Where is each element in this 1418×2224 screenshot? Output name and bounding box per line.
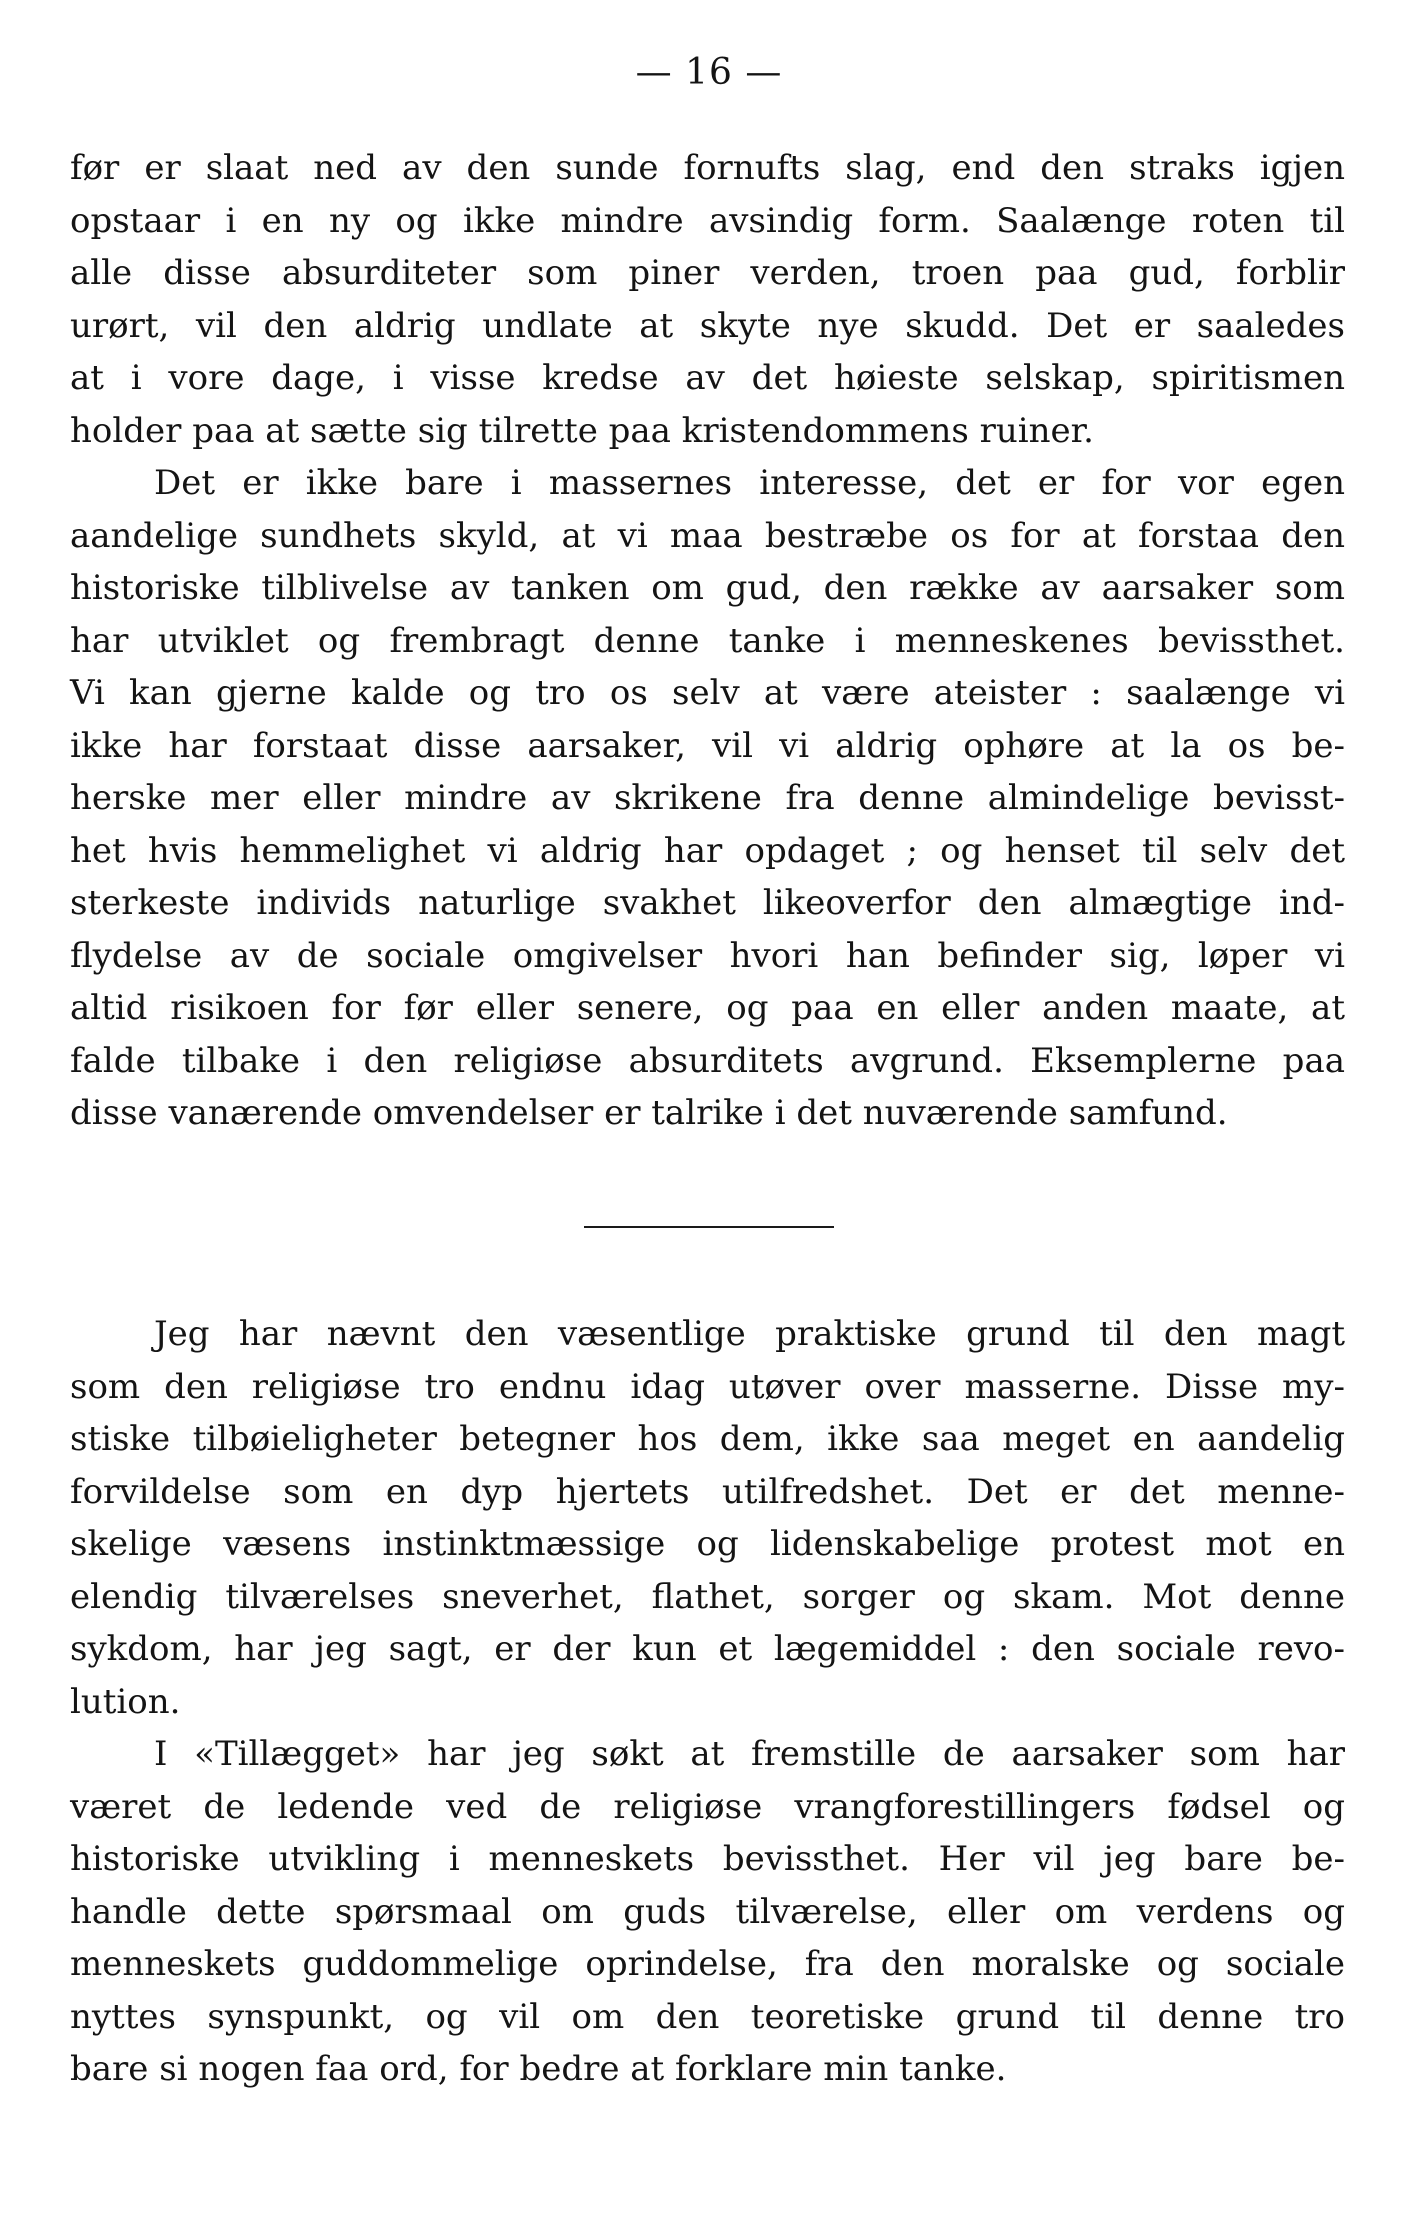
- text-line: altid risikoen for før eller senere, og paa en eller anden maate, at: [70, 988, 1345, 1028]
- text-line: har utviklet og frembragt denne tanke i menneskenes bevissthet.: [70, 620, 1345, 661]
- text-line: som den religiøse tro endnu idag utøver over masserne. Disse my-: [70, 1366, 1345, 1407]
- page-number: — 16 —: [635, 52, 783, 93]
- paragraph: [70, 1728, 1345, 2096]
- text-line: historiske utvikling i menneskets bevissthet. Her vil jeg bare be-: [70, 1839, 1345, 1879]
- text-line: aandelige sundhets skyld, at vi maa bestræbe os for at forstaa den: [70, 515, 1345, 556]
- text-line: ikke har forstaat disse aarsaker, vil vi aldrig ophøre at la os be-: [70, 725, 1345, 766]
- text-line: Det er ikke bare i massernes interesse, det er for vor egen: [154, 463, 1345, 503]
- text-line: disse vanærende omvendelser er talrike i det nuværende samfund.: [70, 1093, 1228, 1133]
- text-line: flydelse av de sociale omgivelser hvori han befinder sig, løper vi: [70, 935, 1345, 976]
- text-line: herske mer eller mindre av skrikene fra denne almindelige bevisst-: [70, 778, 1345, 818]
- text-line: menneskets guddommelige oprindelse, fra den moralske og sociale: [70, 1944, 1345, 1984]
- text-line: været de ledende ved de religiøse vrangforestillingers fødsel og: [70, 1786, 1345, 1827]
- text-line: het hvis hemmelighet vi aldrig har opdaget ; og henset til selv det: [70, 830, 1345, 871]
- text-line: at i vore dage, i visse kredse av det høieste selskap, spiritismen: [70, 358, 1345, 398]
- text-line: sterkeste individs naturlige svakhet likeoverfor den almægtige ind-: [70, 883, 1345, 923]
- text-line: historiske tilblivelse av tanken om gud, den række av aarsaker som: [70, 568, 1345, 608]
- text-line: elendig tilværelses sneverhet, flathet, sorger og skam. Mot denne: [70, 1576, 1345, 1617]
- text-line: falde tilbake i den religiøse absurditets avgrund. Eksemplerne paa: [70, 1040, 1345, 1081]
- text-section-2: [70, 1308, 1345, 2096]
- text-line: Vi kan gjerne kalde og tro os selv at være ateister : saalænge vi: [70, 673, 1345, 713]
- text-line: bare si nogen faa ord, for bedre at forklare min tanke.: [70, 2049, 1007, 2089]
- text-line: urørt, vil den aldrig undlate at skyte nye skudd. Det er saaledes: [70, 305, 1345, 346]
- text-line: holder paa at sætte sig tilrette paa kristendommens ruiner.: [70, 410, 1094, 451]
- text-line: sykdom, har jeg sagt, er der kun et lægemiddel : den sociale revo-: [70, 1629, 1345, 1669]
- text-line: handle dette spørsmaal om guds tilværelse, eller om verdens og: [70, 1891, 1345, 1932]
- text-line: før er slaat ned av den sunde fornufts slag, end den straks igjen: [70, 148, 1345, 188]
- text-section-1: [70, 142, 1345, 1140]
- paragraph: [70, 1308, 1345, 1728]
- text-line: forvildelse som en dyp hjertets utilfredshet. Det er det menne-: [70, 1471, 1345, 1512]
- text-line: I «Tillægget» har jeg søkt at fremstille de aarsaker som har: [154, 1734, 1345, 1774]
- text-line: skelige væsens instinktmæssige og lidenskabelige protest mot en: [70, 1524, 1345, 1564]
- text-line: nyttes synspunkt, og vil om den teoretiske grund til denne tro: [70, 1996, 1345, 2037]
- text-line: alle disse absurditeter som piner verden, troen paa gud, forblir: [70, 253, 1345, 293]
- paragraph: [70, 142, 1345, 457]
- paragraph: [70, 457, 1345, 1140]
- text-line: stiske tilbøieligheter betegner hos dem, ikke saa meget en aandelig: [70, 1419, 1345, 1459]
- section-separator: [584, 1226, 834, 1228]
- text-line: Jeg har nævnt den væsentlige praktiske grund til den magt: [154, 1314, 1345, 1354]
- text-line: lution.: [70, 1681, 181, 1722]
- text-line: opstaar i en ny og ikke mindre avsindig form. Saalænge roten til: [70, 200, 1345, 241]
